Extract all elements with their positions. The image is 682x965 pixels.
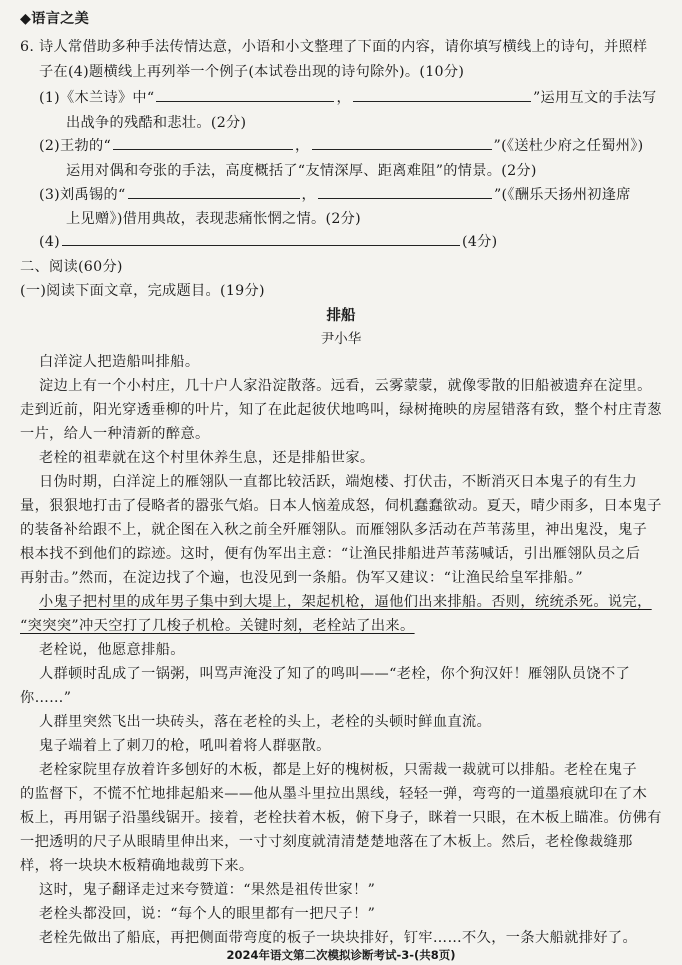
question-6-line-1: 6. 诗人常借助多种手法传情达意，小语和小文整理了下面的内容，请你填写横线上的诗句，并照样 [20, 39, 648, 55]
article-line-13: 你……” [20, 690, 72, 706]
item-2-prefix: (2)王勃的“ [39, 138, 112, 154]
article-line-11: 老栓说，他愿意排船。 [39, 642, 185, 658]
item-4-suffix: (4分) [462, 234, 498, 250]
article-line-19: 一把透明的尺子从眼睛里伸出来，一寸寸刻度就清清楚楚地落在了木板上。然后，老栓像裁缝那 [20, 834, 633, 850]
page-footer: 2024年语文第二次模拟诊断考试-3-(共8页) [226, 948, 456, 962]
item-1-prefix: (1)《木兰诗》中“ [39, 90, 155, 106]
item-2-blank-1[interactable] [113, 135, 293, 150]
item-3-blank-2[interactable] [318, 184, 492, 199]
item-3-prefix: (3)刘禹锡的“ [39, 187, 126, 203]
item-2-comma: ， [295, 138, 310, 154]
article-line-22: 老栓头都没回，说：“每个人的眼里都有一把尺子！” [39, 906, 376, 922]
article-line-15: 鬼子端着上了刺刀的枪，吼叫着将人群驱散。 [39, 738, 331, 754]
underlined-line-2: “突突突”冲天空打了几梭子机枪。关键时刻，老栓站了出来。 [20, 618, 415, 634]
article-line-14: 人群里突然飞出一块砖头，落在老栓的头上，老栓的头顿时鲜血直流。 [39, 714, 492, 730]
item-4-line [39, 231, 497, 251]
item-1-line-2: 出战争的残酷和悲壮。(2分) [66, 115, 247, 131]
item-4-blank[interactable] [62, 231, 460, 246]
item-2-line-2: 运用对偶和夸张的手法，高度概括了“友情深厚、距离难阻”的情景。(2分) [66, 163, 537, 179]
article-line-5: 老栓的祖辈就在这个村里休养生息，还是排船世家。 [39, 450, 375, 466]
item-2-blank-2[interactable] [312, 135, 492, 150]
article-line-12: 人群顿时乱成了一锅粥，叫骂声淹没了知了的鸣叫——“老栓，你个狗汉奸！雁翎队员饶不了 [39, 666, 631, 682]
item-3-blank-1[interactable] [128, 184, 300, 199]
item-1-line-1 [39, 87, 656, 107]
article-line-23: 老栓先做出了船底，再把侧面带弯度的板子一块块排好，钉牢……不久，一条大船就排好了。 [39, 930, 638, 946]
article-line-8: 的装备补给跟不上，就企图在入秋之前全歼雁翎队。而雁翎队多活动在芦苇荡里，神出鬼没，鬼子 [20, 522, 648, 538]
question-6-line-2: 子在(4)题横线上再列举一个例子(本试卷出现的诗句除外)。(10分) [39, 64, 465, 80]
reading-subheading: (一)阅读下面文章，完成题目。(19分) [20, 283, 265, 299]
item-3-line-2: 上见赠》)借用典故，表现悲痛怅惘之情。(2分) [66, 211, 361, 227]
item-2-line-1 [39, 135, 643, 155]
article-line-17: 的监督下，不慌不忙地排起船来——他从墨斗里拉出黑线，轻轻一弹，弯弯的一道墨痕就印在了木 [20, 786, 648, 802]
section-heading-language: ◆语言之美 [20, 11, 90, 27]
article-line-1: 白洋淀人把造船叫排船。 [39, 354, 200, 370]
item-4-prefix: (4) [39, 234, 60, 250]
article-title: 排船 [326, 308, 356, 324]
section-heading-reading: 二、阅读(60分) [20, 259, 123, 275]
item-1-suffix: ”运用互文的手法写 [532, 90, 657, 106]
underlined-line-1: 小鬼子把村里的成年男子集中到大堤上，架起机枪，逼他们出来排船。否则，统统杀死。说完， [39, 594, 652, 610]
item-1-blank-1[interactable] [156, 87, 334, 102]
item-3-suffix: ”(《酬乐天扬州初逢席 [494, 187, 631, 203]
article-line-21: 这时，鬼子翻译走过来夸赞道：“果然是祖传世家！” [39, 882, 376, 898]
article-line-4: 一片，给人一种清新的醉意。 [20, 426, 210, 442]
article-line-10: 再射击。”然而，在淀边找了个遍，也没见到一条船。伪军又建议：“让渔民给皇军排船。” [20, 570, 584, 586]
item-3-comma: ， [301, 187, 316, 203]
article-line-16: 老栓家院里存放着许多刨好的木板，都是上好的槐树板，只需裁一裁就可以排船。老栓在鬼子 [39, 762, 638, 778]
article-line-6: 日伪时期，白洋淀上的雁翎队一直都比较活跃，端炮楼、打伏击，不断消灭日本鬼子的有生力 [39, 474, 638, 490]
item-2-suffix: ”(《送杜少府之任蜀州》) [493, 138, 644, 154]
item-1-blank-2[interactable] [353, 87, 531, 102]
item-3-line-1 [39, 184, 631, 204]
item-1-comma: ， [336, 90, 351, 106]
article-line-9: 根本找不到他们的踪迹。这时，便有伪军出主意：“让渔民排船进芦苇荡喊话，引出雁翎队员之后 [20, 546, 641, 562]
article-line-20: 样，将一块块木板精确地裁剪下来。 [20, 858, 254, 874]
article-line-7: 量，狠狠地打击了侵略者的嚣张气焰。日本人恼羞成怒，伺机蠢蠢欲动。夏天，晴少雨多，日本鬼子 [20, 498, 662, 514]
article-author: 尹小华 [320, 331, 362, 347]
article-line-18: 板上，再用锯子沿墨线锯开。接着，老栓扶着木板，俯下身子，眯着一只眼，在木板上瞄准。仿佛有 [20, 810, 662, 826]
article-line-3: 走到近前，阳光穿透垂柳的叶片，知了在此起彼伏地鸣叫，绿树掩映的房屋错落有致，整个村庄青葱 [20, 402, 662, 418]
article-line-2: 淀边上有一个小村庄，几十户人家沿淀散落。远看，云雾蒙蒙，就像零散的旧船被遗弃在淀里。 [39, 378, 652, 394]
